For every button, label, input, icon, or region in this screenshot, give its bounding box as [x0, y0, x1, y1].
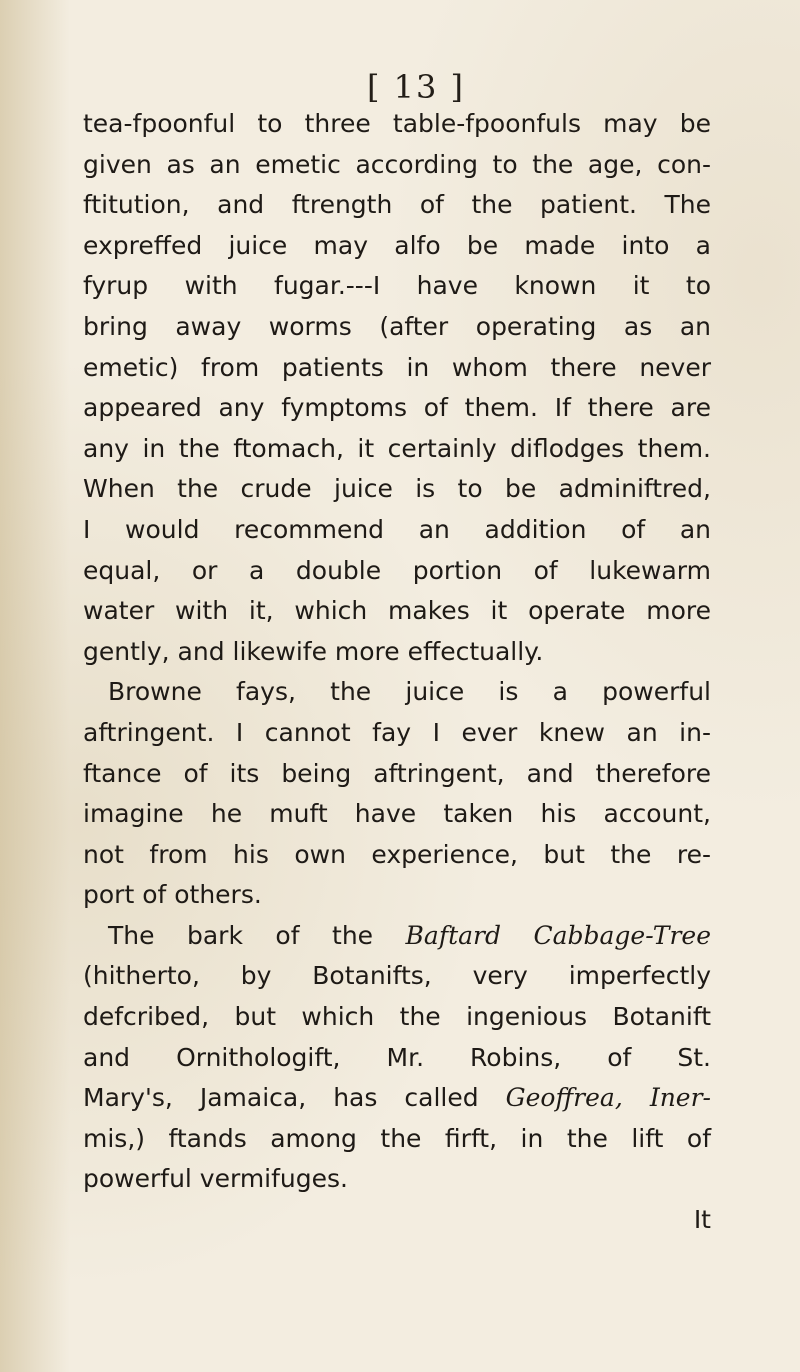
text-line-with-italic	[83, 916, 711, 957]
text-line: powerful vermifuges.	[83, 1164, 348, 1194]
text-line: (hitherto, by Botanifts, very imperfectly	[83, 961, 711, 991]
text-line: When the crude juice is to be adminiftred,	[83, 474, 711, 504]
text-line: Browne fays, the juice is a powerful	[108, 677, 711, 707]
text-line: appeared any fymptoms of them. If there are	[83, 393, 711, 423]
text-line: bring away worms (after operating as an	[83, 311, 711, 341]
text-line: any in the ftomach, it certainly diflodges them.	[83, 433, 711, 463]
page-edge-shadow	[0, 0, 70, 1372]
text-line: port of others.	[83, 880, 262, 910]
text-line: tea-fpoonful to three table-fpoonfuls may be	[83, 109, 711, 138]
text-line: imagine he muft have taken his account,	[83, 799, 711, 829]
text-fragment: Mary's, Jamaica, has called	[83, 1083, 479, 1113]
text-line: ftitution, and ftrength of the patient. The	[83, 190, 711, 220]
text-line: I would recommend an addition of an	[83, 514, 711, 544]
text-line: ftance of its being aftringent, and therefore	[83, 758, 711, 788]
body-text	[83, 104, 711, 1241]
text-line: given as an emetic according to the age, con-	[83, 149, 711, 179]
text-line: defcribed, but which the ingenious Botanift	[83, 1002, 711, 1032]
italic-plant-name: Baftard Cabbage-Tree	[405, 920, 711, 950]
text-line: water with it, which makes it operate more	[83, 596, 711, 626]
page-number: [ 13 ]	[367, 68, 466, 106]
text-fragment: The bark of the	[108, 920, 374, 950]
text-line-with-italic	[83, 1078, 711, 1119]
text-line: mis,) ftands among the firft, in the lift of	[83, 1123, 711, 1153]
catchword: It	[693, 1205, 711, 1235]
text-line: and Ornithologift, Mr. Robins, of St.	[83, 1042, 711, 1072]
text-line: equal, or a double portion of lukewarm	[83, 555, 711, 585]
text-line: emetic) from patients in whom there never	[83, 352, 711, 382]
text-line: gently, and likewife more effectually.	[83, 636, 544, 666]
text-line: expreffed juice may alfo be made into a	[83, 230, 711, 260]
text-line: aftringent. I cannot fay I ever knew an in-	[83, 717, 711, 747]
text-line: not from his own experience, but the re-	[83, 839, 711, 869]
text-line: fyrup with fugar.---I have known it to	[83, 271, 711, 301]
italic-plant-name: Geoffrea, Iner-	[505, 1083, 711, 1113]
